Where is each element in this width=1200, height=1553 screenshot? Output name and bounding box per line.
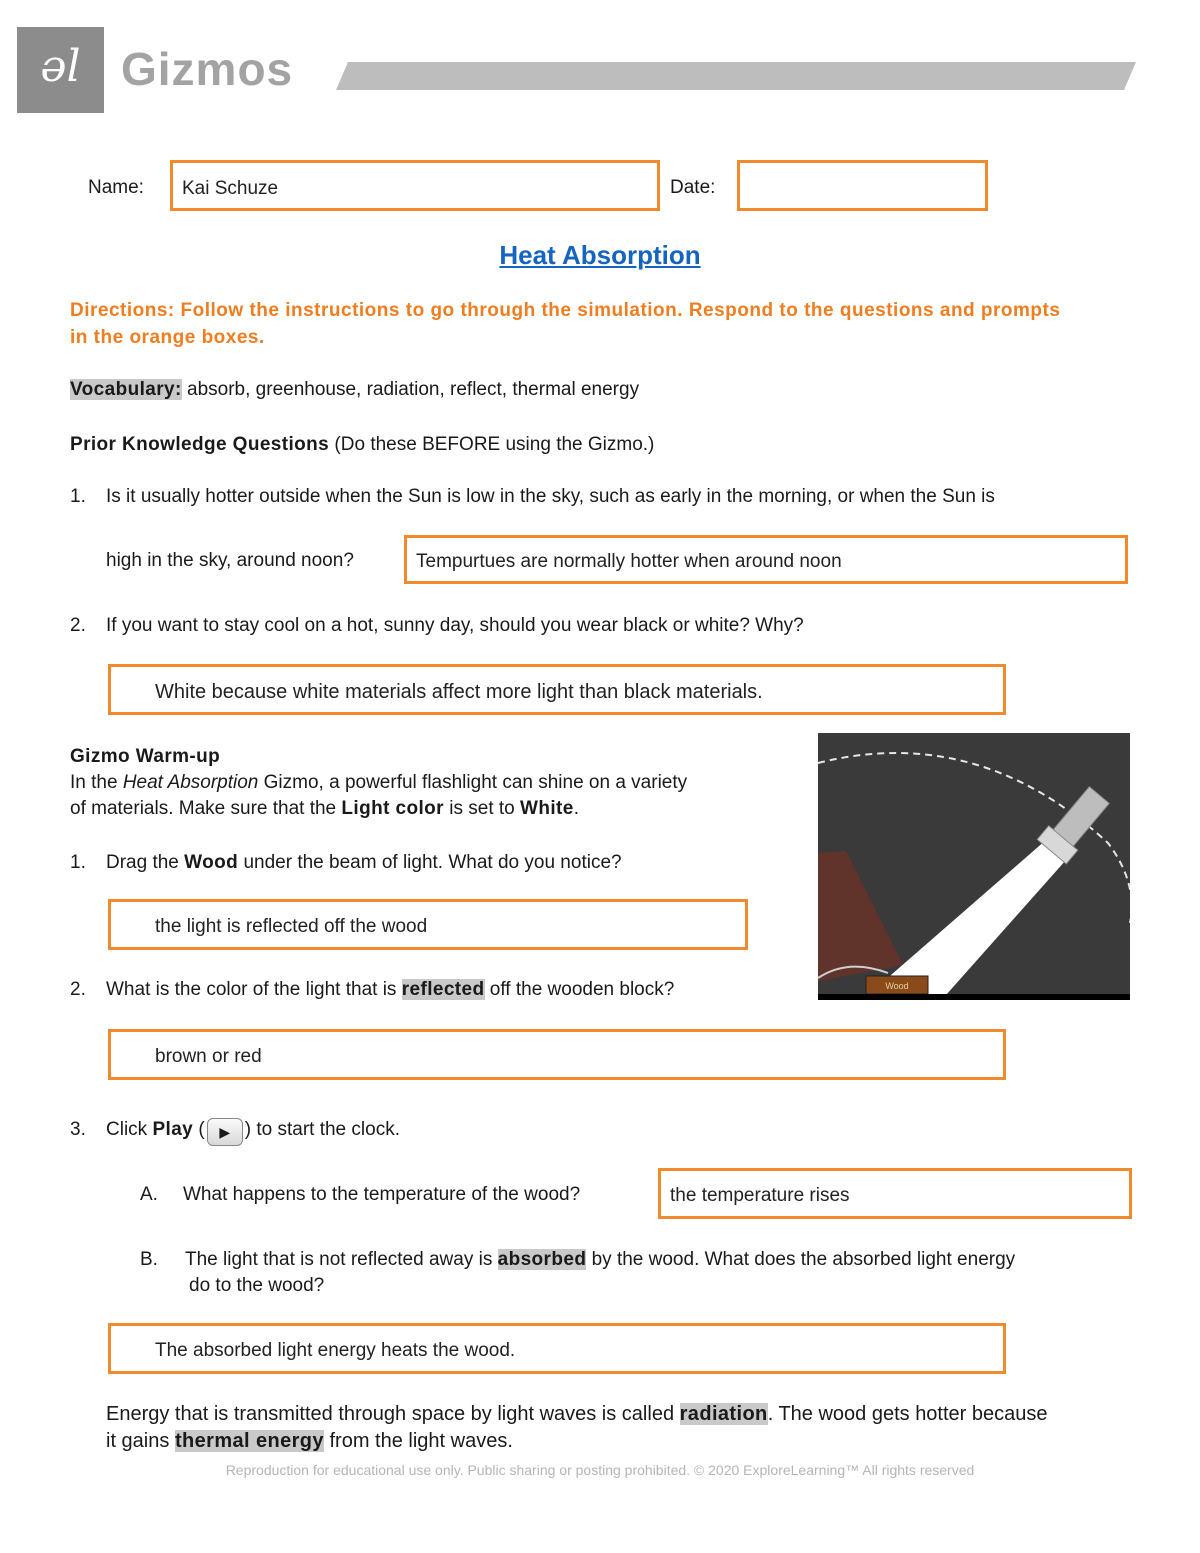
gizmo-name: Heat Absorption <box>122 772 259 793</box>
warmup-q1-text <box>106 849 622 876</box>
light-color-term: Light color <box>341 798 444 819</box>
radiation-term: radiation <box>679 1403 768 1425</box>
closing-text: Energy that is transmitted through space by light waves is called <box>106 1403 680 1425</box>
simulation-screenshot <box>818 733 1130 1000</box>
warmup-q3a-answer: the temperature rises <box>670 1185 850 1206</box>
vocabulary <box>70 376 639 403</box>
header-bar <box>336 62 1136 90</box>
prior-heading-text: Prior Knowledge Questions <box>70 434 330 455</box>
warmup-q3-text <box>106 1116 400 1146</box>
white-term: White <box>520 798 574 819</box>
q3-text: ( <box>193 1119 205 1140</box>
prior-q2-number: 2. <box>70 615 86 636</box>
warmup-q3b-answer: The absorbed light energy heats the wood. <box>155 1340 516 1361</box>
warmup-intro-text: . <box>573 798 579 819</box>
warmup-intro-line1 <box>70 769 687 796</box>
warmup-q2-answer-box[interactable] <box>108 1029 1006 1080</box>
sim-ground <box>818 994 1130 1000</box>
warmup-q1-number: 1. <box>70 852 86 873</box>
q2-text: off the wooden block? <box>484 979 675 1000</box>
warmup-q3b-line2: do to the wood? <box>189 1275 325 1296</box>
q3-text: Click <box>106 1119 153 1140</box>
q3b-text: The light that is not reflected away is <box>185 1249 498 1270</box>
name-field[interactable] <box>170 160 660 211</box>
warmup-q3b-letter: B. <box>140 1249 158 1270</box>
q1-text: Drag the <box>106 852 185 873</box>
logo <box>17 27 104 113</box>
absorbed-term: absorbed <box>497 1249 587 1270</box>
prior-q1-number: 1. <box>70 486 86 507</box>
prior-heading-note: (Do these BEFORE using the Gizmo.) <box>329 434 655 455</box>
directions: Directions: Follow the instructions to go through the simulation. Respond to the questions and prompts in the orange boxes. <box>70 300 1061 348</box>
vocabulary-terms: absorb, greenhouse, radiation, reflect, thermal energy <box>181 379 640 400</box>
date-label: Date: <box>670 177 716 198</box>
brand-name: Gizmos <box>121 43 294 95</box>
name-value: Kai Schuze <box>182 178 279 199</box>
warmup-intro-text: is set to <box>443 798 520 819</box>
reflected-term: reflected <box>401 979 485 1000</box>
prior-q2-text: If you want to stay cool on a hot, sunny day, should you wear black or white? Why? <box>106 615 804 636</box>
prior-q2-answer: White because white materials affect more light than black materials. <box>155 681 763 703</box>
wood-term: Wood <box>184 852 239 873</box>
closing-line2 <box>106 1428 513 1455</box>
closing-text: from the light waves. <box>323 1430 513 1452</box>
q3b-text: by the wood. What does the absorbed light energy <box>586 1249 1016 1270</box>
warmup-q2-answer: brown or red <box>155 1046 262 1067</box>
closing-text: . The wood gets hotter because <box>767 1403 1048 1425</box>
prior-q1-answer: Tempurtues are normally hotter when around noon <box>416 551 842 572</box>
date-field[interactable] <box>737 160 988 211</box>
warmup-heading: Gizmo Warm-up <box>70 746 221 767</box>
q2-text: What is the color of the light that is <box>106 979 402 1000</box>
prior-q1-line2: high in the sky, around noon? <box>106 550 354 571</box>
page-title: Heat Absorption <box>499 240 701 270</box>
warmup-intro-text: Gizmo, a powerful flashlight can shine on a variety <box>258 772 688 793</box>
name-label: Name: <box>88 177 144 198</box>
play-icon: ▶ <box>207 1118 243 1146</box>
warmup-q3a-letter: A. <box>140 1184 158 1205</box>
warmup-q2-text <box>106 976 674 1003</box>
logo-mark: əl <box>40 41 81 92</box>
closing-line1 <box>106 1401 1048 1428</box>
warmup-q3a-answer-box[interactable] <box>658 1168 1132 1219</box>
play-term: Play <box>152 1119 194 1140</box>
closing-text: it gains <box>106 1430 175 1452</box>
prior-q1-line1: Is it usually hotter outside when the Sun is low in the sky, such as early in the morning, or when the Sun is <box>106 486 995 507</box>
wood-label: Wood <box>885 981 909 991</box>
q1-text: under the beam of light. What do you notice? <box>238 852 622 873</box>
warmup-q3-number: 3. <box>70 1119 86 1140</box>
warmup-intro-line2 <box>70 795 579 822</box>
warmup-q1-answer-box[interactable] <box>108 899 748 950</box>
prior-q2-answer-box[interactable] <box>108 664 1006 715</box>
warmup-intro-text: In the <box>70 772 123 793</box>
warmup-q3b-answer-box[interactable] <box>108 1323 1006 1374</box>
q3-text: ) to start the clock. <box>244 1119 400 1140</box>
prior-knowledge-heading <box>70 431 654 458</box>
footer-copyright: Reproduction for educational use only. Public sharing or posting prohibited. © 2020 ExploreLearning™ All rights reserved <box>225 1462 975 1478</box>
warmup-intro-text: of materials. Make sure that the <box>70 798 342 819</box>
prior-q1-answer-box[interactable] <box>404 535 1128 584</box>
warmup-q3b-line1 <box>185 1246 1015 1273</box>
warmup-q1-answer: the light is reflected off the wood <box>155 916 428 937</box>
thermal-energy-term: thermal energy <box>174 1430 324 1452</box>
warmup-q3a-text: What happens to the temperature of the wood? <box>183 1184 581 1205</box>
warmup-q2-number: 2. <box>70 979 86 1000</box>
vocabulary-label: Vocabulary: <box>70 379 182 400</box>
